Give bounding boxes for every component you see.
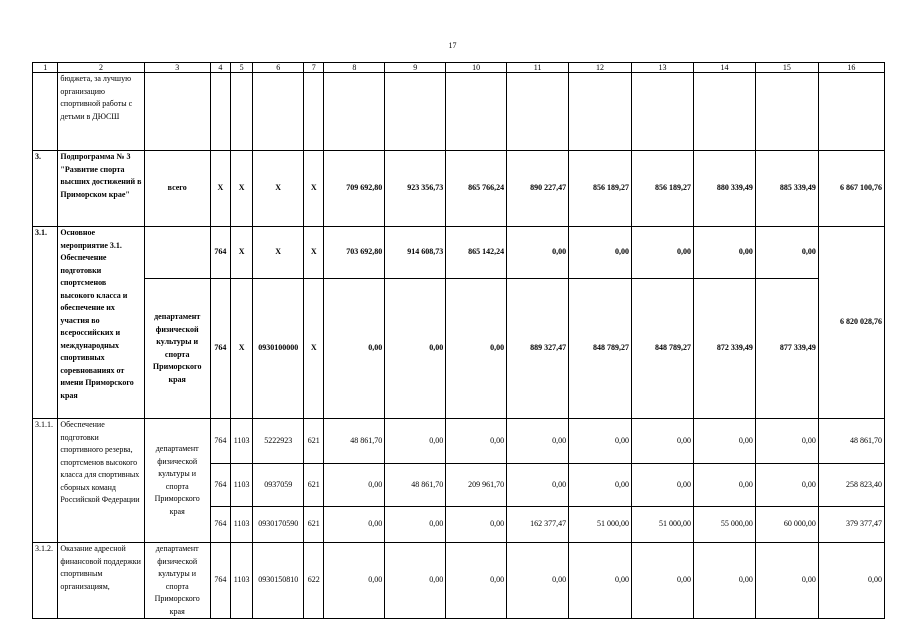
row-number: 3.1. — [33, 227, 58, 419]
value-cell: 872 339,49 — [693, 279, 755, 419]
value-cell: 0,00 — [385, 507, 446, 543]
value-cell: 0,00 — [507, 464, 569, 507]
value-cell: 889 327,47 — [507, 279, 569, 419]
executor: департамент физической культуры и спорта Приморского края — [144, 279, 210, 419]
value-cell: 0,00 — [755, 419, 818, 464]
header-cell: 9 — [385, 63, 446, 73]
value-cell: 856 189,27 — [632, 151, 694, 227]
code-cell: 1103 — [230, 464, 252, 507]
value-cell: 0,00 — [507, 227, 569, 279]
value-cell: 0,00 — [693, 543, 755, 619]
header-cell: 14 — [693, 63, 755, 73]
code-cell: X — [304, 227, 324, 279]
value-cell: 379 377,47 — [818, 507, 884, 543]
header-cell: 7 — [304, 63, 324, 73]
value-cell: 848 789,27 — [632, 279, 694, 419]
value-cell: 51 000,00 — [569, 507, 632, 543]
value-cell: 877 339,49 — [755, 279, 818, 419]
code-cell: 5222923 — [253, 419, 304, 464]
value-cell: 0,00 — [507, 419, 569, 464]
header-cell: 6 — [253, 63, 304, 73]
row-name: Подпрограмма № 3 "Развитие спорта высших достижений в Приморском крае" — [58, 151, 144, 227]
value-cell: 0,00 — [324, 464, 385, 507]
code-cell: 0937059 — [253, 464, 304, 507]
value-cell: 703 692,80 — [324, 227, 385, 279]
value-cell: 0,00 — [569, 543, 632, 619]
value-cell: 923 356,73 — [385, 151, 446, 227]
value-cell: 0,00 — [385, 419, 446, 464]
value-cell: 0,00 — [569, 227, 632, 279]
value-cell: 0,00 — [755, 227, 818, 279]
value-cell: 0,00 — [446, 507, 507, 543]
value-cell: 914 608,73 — [385, 227, 446, 279]
table-row — [33, 419, 885, 464]
value-cell: 6 867 100,76 — [818, 151, 884, 227]
code-cell: 621 — [304, 464, 324, 507]
executor: департамент физической культуры и спорта Приморского края — [144, 543, 210, 619]
value-cell: 0,00 — [446, 543, 507, 619]
value-cell: 0,00 — [632, 543, 694, 619]
total-cell: 6 820 028,76 — [818, 227, 884, 419]
code-cell: 1103 — [230, 543, 252, 619]
value-cell: 48 861,70 — [818, 419, 884, 464]
value-cell: 880 339,49 — [693, 151, 755, 227]
value-cell: 51 000,00 — [632, 507, 694, 543]
page-number: 17 — [448, 41, 457, 50]
value-cell: 162 377,47 — [507, 507, 569, 543]
table-row — [33, 279, 885, 419]
value-cell: 0,00 — [818, 543, 884, 619]
table-row — [33, 543, 885, 619]
row-number: 3. — [33, 151, 58, 227]
value-cell: 0,00 — [693, 419, 755, 464]
code-cell: 622 — [304, 543, 324, 619]
code-cell: 621 — [304, 419, 324, 464]
value-cell: 0,00 — [569, 464, 632, 507]
code-cell: X — [304, 151, 324, 227]
header-cell: 2 — [58, 63, 144, 73]
code-cell: X — [230, 279, 252, 419]
row-name: Оказание адресной финансовой поддержки спортивным организациям, — [58, 543, 144, 619]
header-cell: 1 — [33, 63, 58, 73]
value-cell: 0,00 — [324, 279, 385, 419]
value-cell: 848 789,27 — [569, 279, 632, 419]
value-cell: 60 000,00 — [755, 507, 818, 543]
header-cell: 8 — [324, 63, 385, 73]
code-cell: 0930170590 — [253, 507, 304, 543]
header-cell: 4 — [210, 63, 230, 73]
value-cell: 0,00 — [446, 419, 507, 464]
value-cell: 890 227,47 — [507, 151, 569, 227]
code-cell: 0930150810 — [253, 543, 304, 619]
code-cell: 764 — [210, 279, 230, 419]
value-cell: 258 823,40 — [818, 464, 884, 507]
table-row — [33, 227, 885, 279]
executor: департамент физической культуры и спорта Приморского края — [144, 419, 210, 543]
budget-table — [32, 62, 885, 619]
code-cell: 1103 — [230, 507, 252, 543]
value-cell: 856 189,27 — [569, 151, 632, 227]
code-cell: X — [304, 279, 324, 419]
header-cell: 12 — [569, 63, 632, 73]
value-cell: 0,00 — [385, 279, 446, 419]
code-cell: 1103 — [230, 419, 252, 464]
code-cell: 764 — [210, 464, 230, 507]
value-cell: 865 766,24 — [446, 151, 507, 227]
code-cell: 764 — [210, 543, 230, 619]
value-cell: 0,00 — [324, 543, 385, 619]
header-row — [33, 63, 885, 73]
value-cell: 0,00 — [632, 464, 694, 507]
value-cell: 0,00 — [507, 543, 569, 619]
code-cell: X — [230, 227, 252, 279]
value-cell: 865 142,24 — [446, 227, 507, 279]
value-cell: 0,00 — [324, 507, 385, 543]
value-cell: 0,00 — [446, 279, 507, 419]
value-cell: 0,00 — [385, 543, 446, 619]
code-cell: X — [253, 227, 304, 279]
value-cell: 0,00 — [693, 464, 755, 507]
value-cell: 885 339,49 — [755, 151, 818, 227]
header-cell: 5 — [230, 63, 252, 73]
value-cell: 0,00 — [693, 227, 755, 279]
row-number: 3.1.1. — [33, 419, 58, 543]
header-cell: 13 — [632, 63, 694, 73]
header-cell: 11 — [507, 63, 569, 73]
code-cell: X — [230, 151, 252, 227]
table-row — [33, 151, 885, 227]
value-cell: 48 861,70 — [385, 464, 446, 507]
value-cell: 0,00 — [569, 419, 632, 464]
executor: всего — [144, 151, 210, 227]
header-cell: 15 — [755, 63, 818, 73]
code-cell: 764 — [210, 419, 230, 464]
value-cell: 0,00 — [632, 227, 694, 279]
value-cell: 209 961,70 — [446, 464, 507, 507]
value-cell: 709 692,80 — [324, 151, 385, 227]
value-cell: 55 000,00 — [693, 507, 755, 543]
code-cell: 0930100000 — [253, 279, 304, 419]
code-cell: 764 — [210, 227, 230, 279]
code-cell: 621 — [304, 507, 324, 543]
header-cell: 16 — [818, 63, 884, 73]
value-cell: 0,00 — [632, 419, 694, 464]
row-name: бюджета, за лучшую организацию спортивной работы с детьми в ДЮСШ — [58, 73, 144, 151]
value-cell: 48 861,70 — [324, 419, 385, 464]
value-cell: 0,00 — [755, 464, 818, 507]
header-cell: 3 — [144, 63, 210, 73]
row-name: Обеспечение подготовки спортивного резерва, спортсменов высокого класса для спортивных сборных команд Российской Федерации — [58, 419, 144, 543]
table-row — [33, 73, 885, 151]
row-name: Основное мероприятие 3.1. Обеспечение подготовки спортсменов высокого класса и обеспечение их участия во всероссийских и международных спортивных соревнованиях от имени Приморского края — [58, 227, 144, 419]
row-number: 3.1.2. — [33, 543, 58, 619]
code-cell: X — [210, 151, 230, 227]
code-cell: 764 — [210, 507, 230, 543]
header-cell: 10 — [446, 63, 507, 73]
value-cell: 0,00 — [755, 543, 818, 619]
code-cell: X — [253, 151, 304, 227]
